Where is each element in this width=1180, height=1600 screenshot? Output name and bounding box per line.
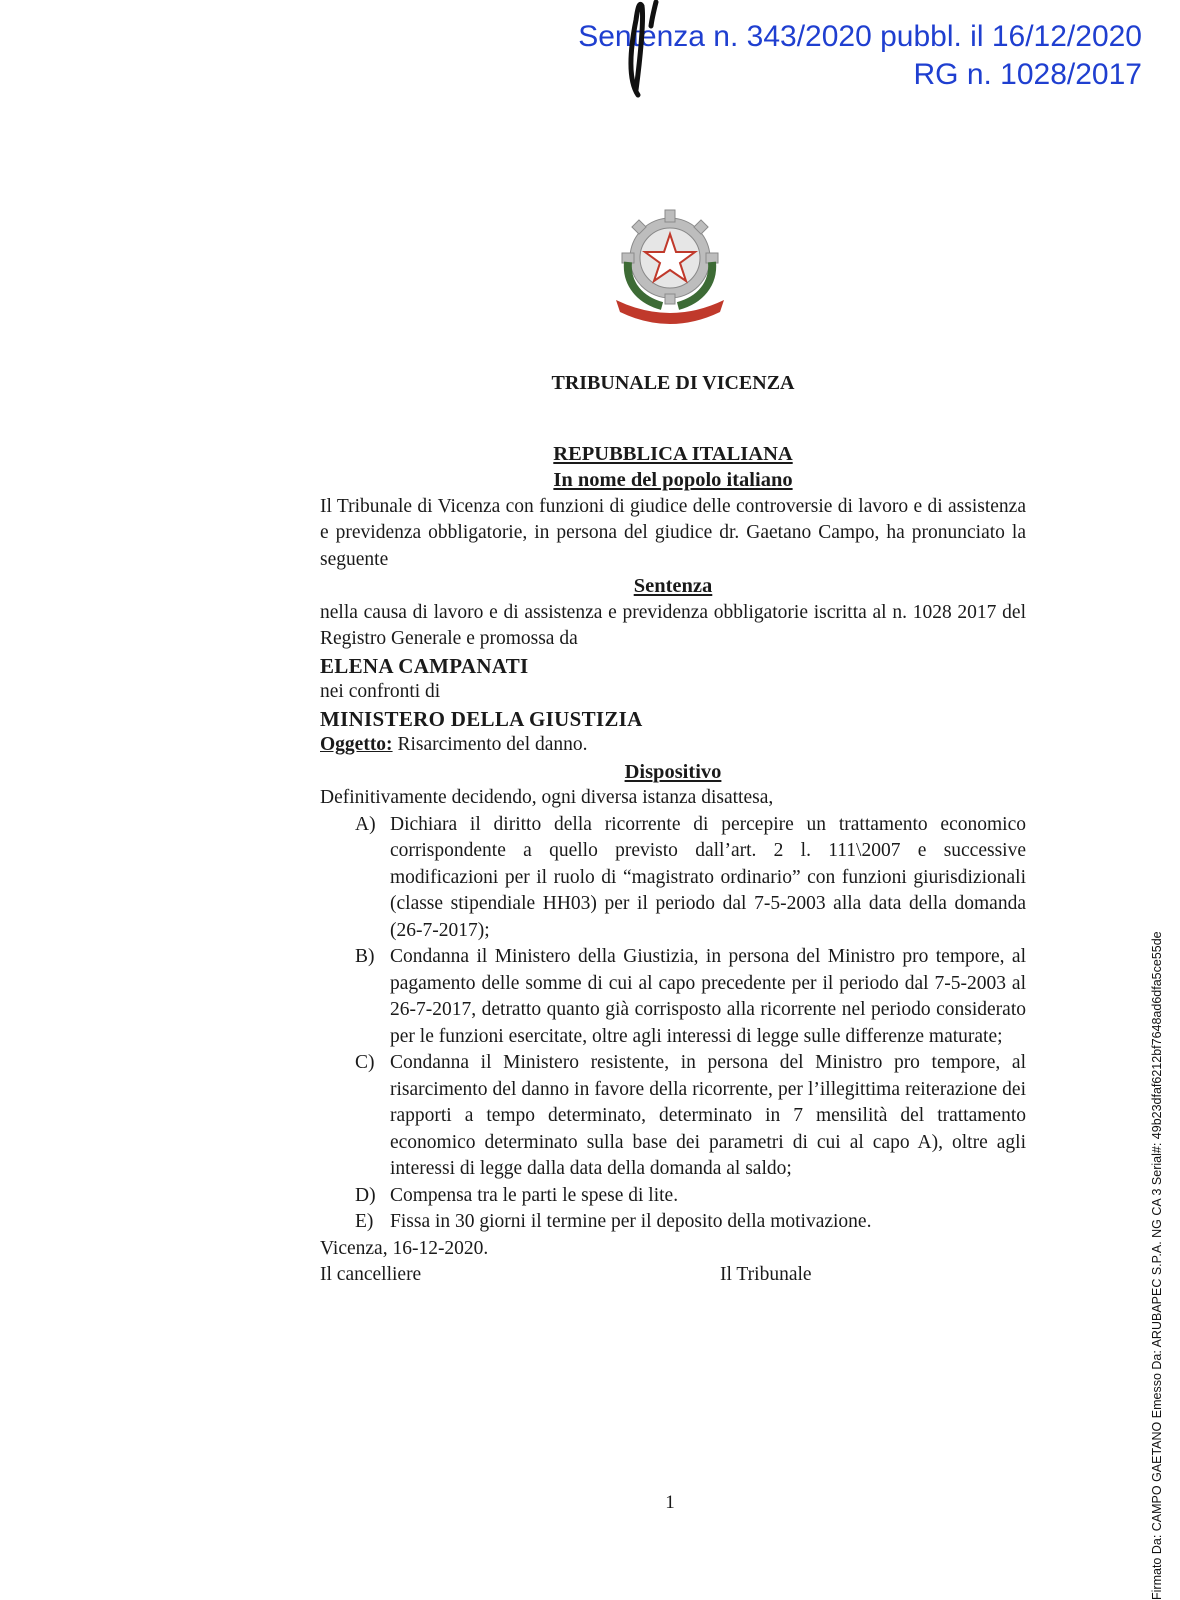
court-title: TRIBUNALE DI VICENZA bbox=[551, 372, 795, 394]
list-item-letter: C) bbox=[355, 1052, 375, 1073]
tribunale-label: Il Tribunale bbox=[720, 1264, 812, 1285]
sentenza-document bbox=[320, 370, 1026, 1289]
sentenza-number: Sentenza n. 343/2020 pubbl. il 16/12/2020 bbox=[578, 20, 1142, 53]
repubblica-italiana-emblem-icon bbox=[610, 200, 730, 330]
list-item bbox=[355, 1183, 1026, 1210]
republic-heading: REPUBBLICA ITALIANA bbox=[553, 442, 793, 465]
causa-paragraph: nella causa di lavoro e di assistenza e previdenza obbligatorie iscritta al n. 1028 2017 del Registro Generale e promossa da bbox=[320, 601, 1026, 649]
oggetto-value: Risarcimento del danno. bbox=[397, 734, 588, 755]
signature-row bbox=[320, 1262, 1026, 1289]
list-item-letter: E) bbox=[355, 1211, 374, 1232]
dispositivo-intro: Definitivamente decidendo, ogni diversa istanza disattesa, bbox=[320, 787, 774, 808]
list-item bbox=[355, 944, 1026, 1050]
digital-signature-strip: Firmato Da: CAMPO GAETANO Emesso Da: ARUBAPEC S.P.A. NG CA 3 Serial#: 49b23dfaf6212bf7648ad6dfa5ce55de bbox=[1150, 931, 1164, 1600]
list-item-letter: D) bbox=[355, 1184, 376, 1206]
dispositivo-heading: Dispositivo bbox=[624, 760, 722, 783]
cancelliere-label: Il cancelliere bbox=[320, 1264, 422, 1285]
list-item-letter: A) bbox=[355, 813, 376, 835]
list-item-text: Condanna il Ministero della Giustizia, in persona del Ministro pro tempore, al pagamento delle somme di cui al capo precedente per il periodo dal 7-5-2003 al 26-7-2017, detratto quanto già corrisposto alla ricorrente nel periodo considerato per le funzioni esercitate, oltre agli interessi di legge sulle differenze maturate; bbox=[390, 946, 1026, 1047]
defendant-name: MINISTERO DELLA GIUSTIZIA bbox=[320, 706, 643, 731]
list-item bbox=[355, 812, 1026, 945]
list-item-text: Fissa in 30 giorni il termine per il deposito della motivazione. bbox=[390, 1211, 872, 1232]
list-item-letter: B) bbox=[355, 946, 375, 967]
oggetto-label: Oggetto: bbox=[320, 734, 393, 755]
plaintiff-name: ELENA CAMPANATI bbox=[320, 653, 529, 678]
page-number: 1 bbox=[665, 1492, 675, 1513]
rg-number: RG n. 1028/2017 bbox=[913, 58, 1142, 91]
in-name-heading: In nome del popolo italiano bbox=[553, 469, 793, 491]
list-item-text: Dichiara il diritto della ricorrente di percepire un trattamento economico corrispondente a quello previsto dall’art. 2 l. 111\2007 e successive modificazioni per il ruolo di “magistrato ordinario” con funzioni giurisdizionali (classe stipendiale HH03) per il periodo dal 7-5-2003 alla data della domanda (26-7-2017); bbox=[390, 813, 1026, 941]
list-item-text: Compensa tra le parti le spese di lite. bbox=[390, 1184, 679, 1206]
handwritten-mark-icon bbox=[618, 0, 678, 100]
list-item bbox=[355, 1050, 1026, 1183]
list-item bbox=[355, 1209, 1026, 1236]
against-text: nei confronti di bbox=[320, 681, 441, 702]
place-date: Vicenza, 16-12-2020. bbox=[320, 1237, 489, 1259]
sentenza-heading: Sentenza bbox=[633, 575, 713, 597]
intro-paragraph: Il Tribunale di Vicenza con funzioni di giudice delle controversie di lavoro e di assistenza e previdenza obbligatorie, in persona del giudice dr. Gaetano Campo, ha pronunciato la seguente bbox=[320, 495, 1026, 570]
oggetto-line bbox=[320, 732, 1026, 759]
list-item-text: Condanna il Ministero resistente, in persona del Ministro pro tempore, al risarcimento del danno in favore della ricorrente, per l’illegittima reiterazione dei rapporti a tempo determinato, determinato in 7 mensilità del trattamento economico determinato sulla base dei parametri di cui al capo A), oltre agli interessi di legge dalla data della domanda al saldo; bbox=[390, 1052, 1026, 1179]
dispositivo-list bbox=[320, 812, 1026, 1236]
